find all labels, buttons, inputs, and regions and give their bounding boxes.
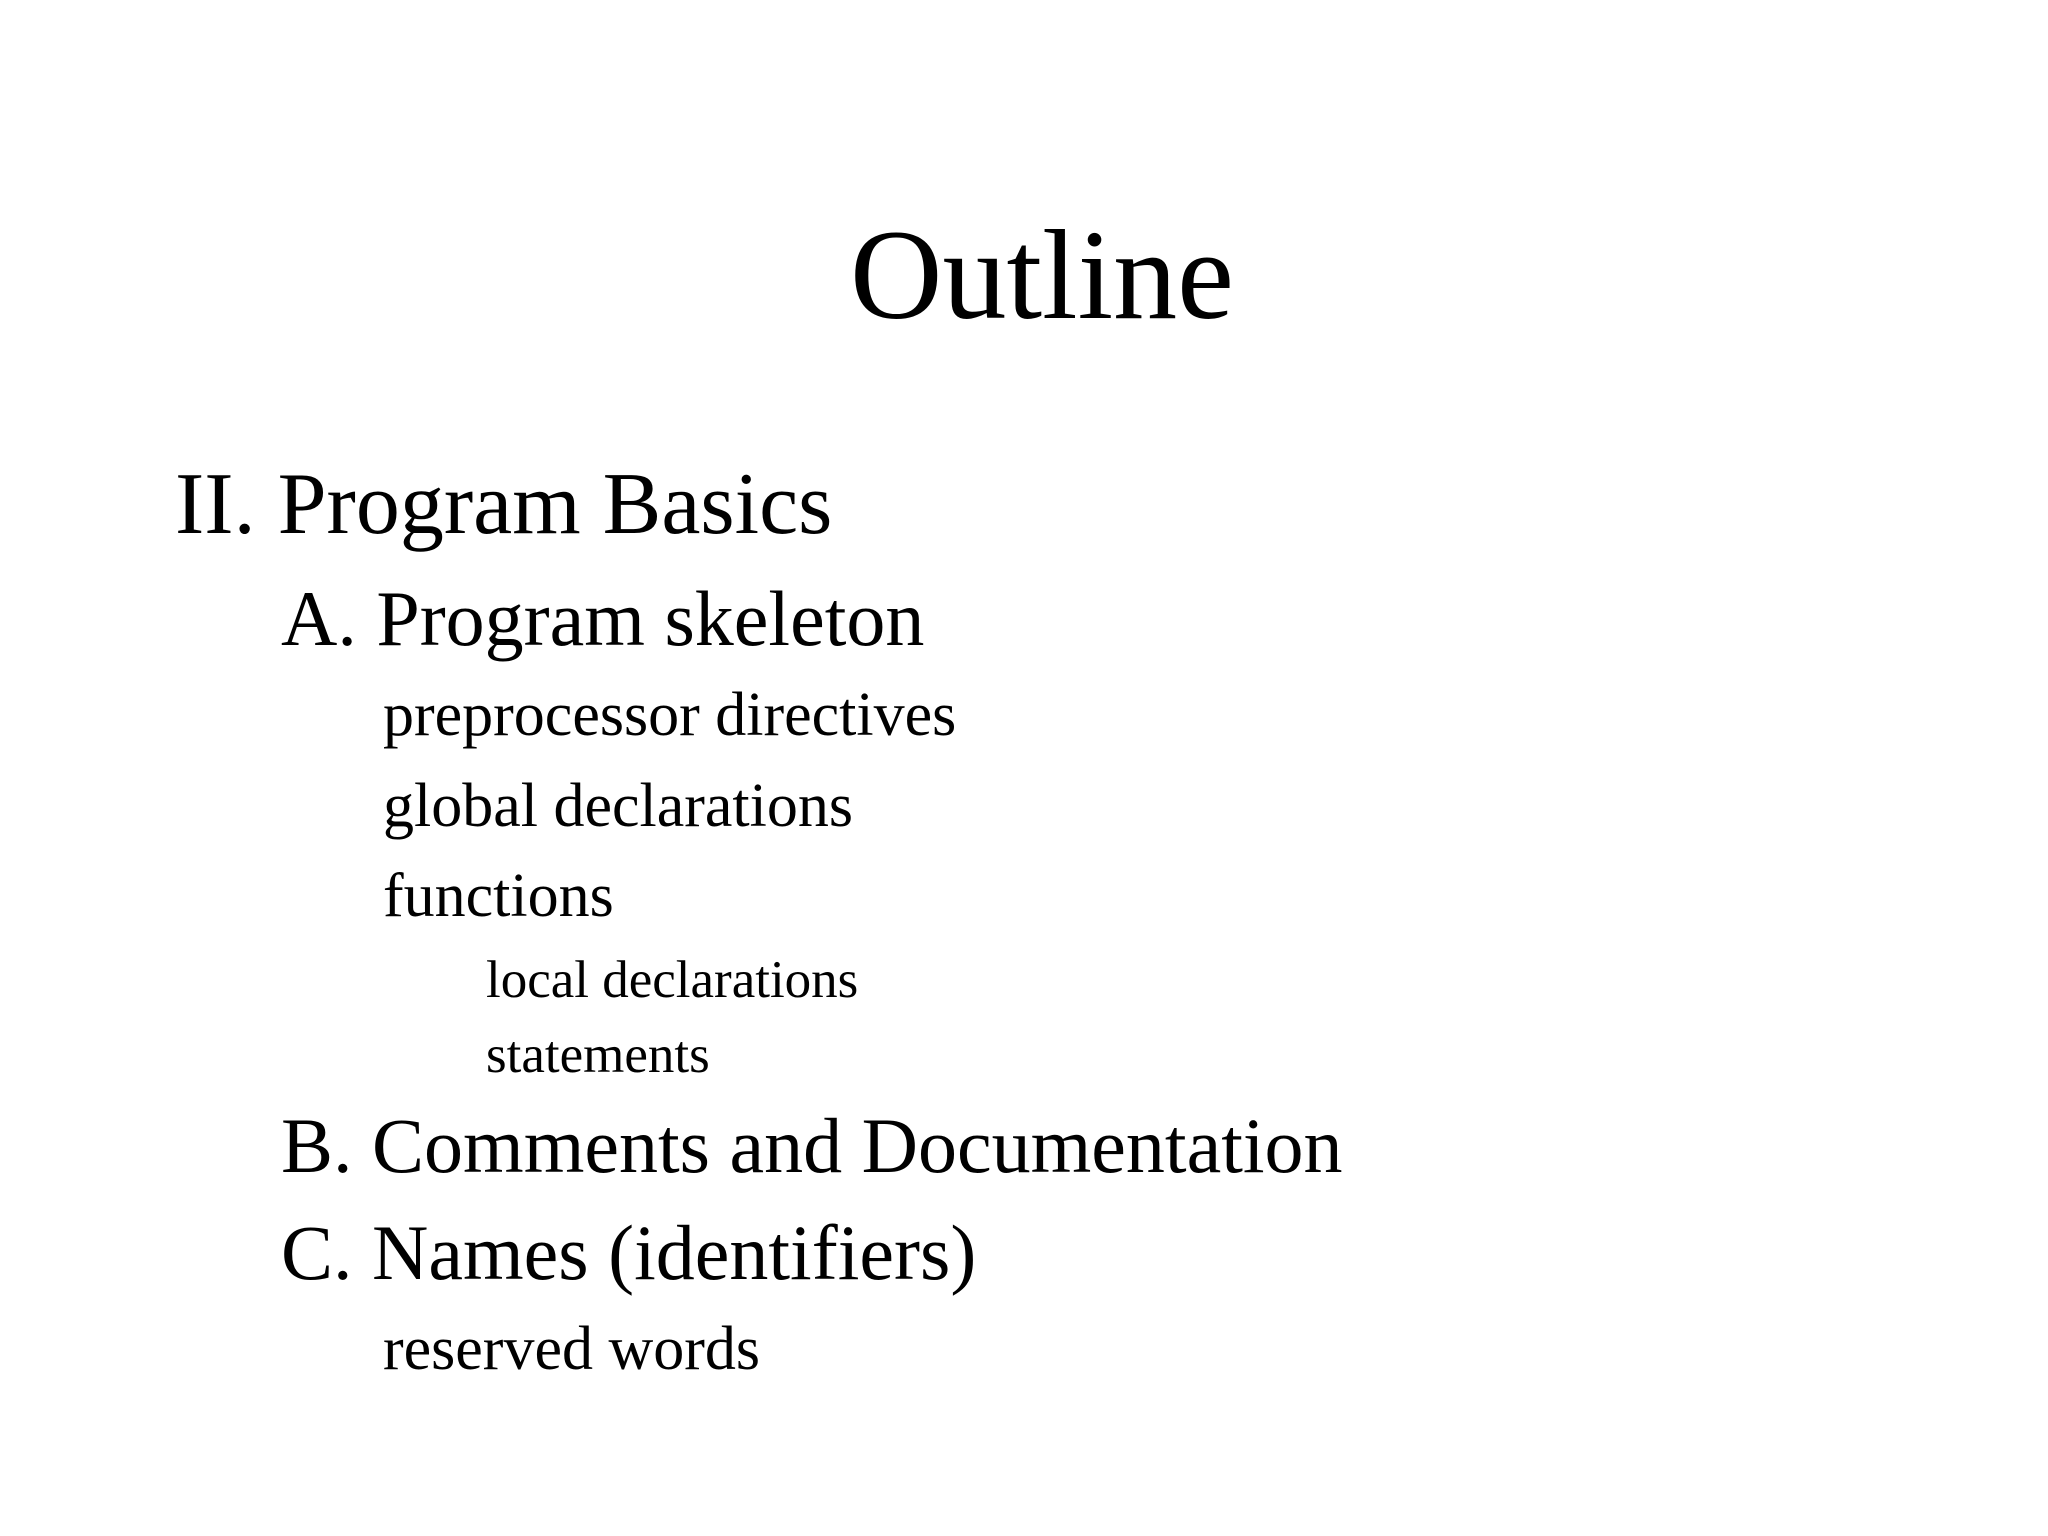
slide-title: Outline: [850, 204, 1234, 346]
outline-item-b: B. Comments and Documentation: [281, 1102, 1343, 1189]
outline-functions-sub-local: local declarations: [486, 951, 859, 1009]
outline-item-c: C. Names (identifiers): [281, 1209, 977, 1296]
outline-item-a-sub-preprocessor: preprocessor directives: [383, 681, 957, 749]
outline-functions-sub-statements: statements: [486, 1026, 710, 1084]
outline-item-a: A. Program skeleton: [281, 575, 925, 662]
outline-item-a-sub-global: global declarations: [383, 772, 853, 840]
outline-section-heading: II. Program Basics: [175, 456, 833, 553]
outline-item-a-sub-functions: functions: [383, 862, 614, 930]
outline-item-c-sub-reserved: reserved words: [383, 1315, 761, 1383]
